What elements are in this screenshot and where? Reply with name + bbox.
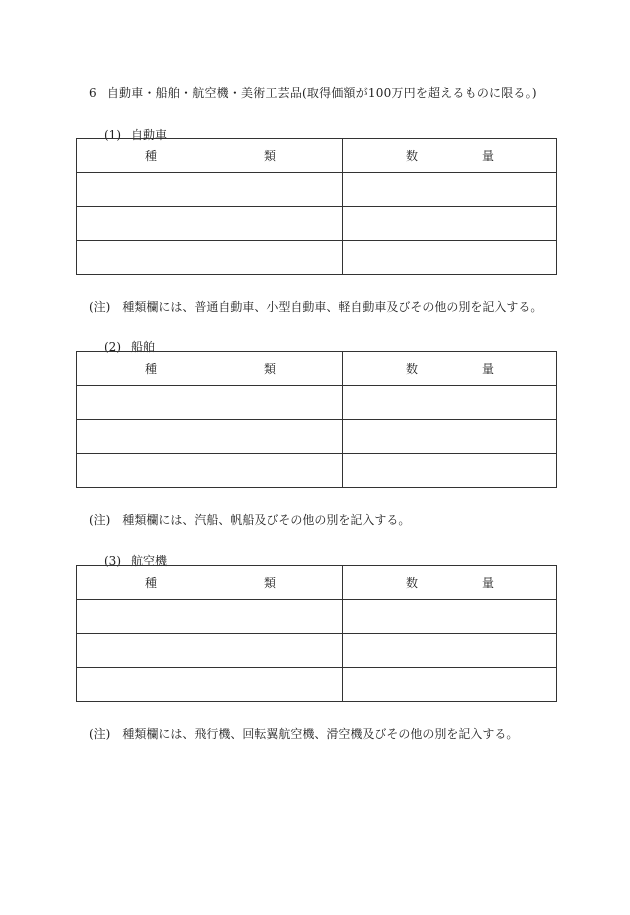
kind-cell[interactable] <box>77 454 343 488</box>
header-qty-char2: 量 <box>481 362 494 376</box>
quantity-cell[interactable] <box>343 634 557 668</box>
subsection-label: 航空機 <box>131 554 168 568</box>
table-row <box>77 173 557 207</box>
table-row <box>77 668 557 702</box>
subsection-number: (3) <box>104 554 121 568</box>
table-row <box>77 600 557 634</box>
header-quantity <box>343 566 557 600</box>
subsection-number: (1) <box>104 128 121 142</box>
table-row <box>77 386 557 420</box>
subsection-number: (2) <box>104 340 121 354</box>
note-mark: (注) <box>89 300 111 314</box>
header-quantity <box>343 352 557 386</box>
header-kind <box>77 566 343 600</box>
table-row <box>77 241 557 275</box>
note-mark: (注) <box>89 727 111 741</box>
subsection-label: 自動車 <box>131 128 168 142</box>
header-kind <box>77 139 343 173</box>
ship-table <box>76 351 557 488</box>
header-kind-char1: 種 <box>145 362 158 376</box>
subsection-label: 船舶 <box>131 340 156 354</box>
section-title: 自動車・船舶・航空機・美術工芸品(取得価額が100万円を超えるものに限る。) <box>106 86 537 100</box>
table-header-row <box>77 566 557 600</box>
kind-cell[interactable] <box>77 420 343 454</box>
table-header-row <box>77 352 557 386</box>
note-text: 種類欄には、飛行機、回転翼航空機、滑空機及びその他の別を記入する。 <box>122 727 519 741</box>
automobile-table <box>76 138 557 275</box>
note-ship <box>89 511 410 528</box>
quantity-cell[interactable] <box>343 207 557 241</box>
kind-cell[interactable] <box>77 173 343 207</box>
note-aircraft <box>89 725 518 742</box>
kind-cell[interactable] <box>77 386 343 420</box>
quantity-cell[interactable] <box>343 386 557 420</box>
header-kind-char1: 種 <box>145 149 158 163</box>
header-kind-char2: 類 <box>263 362 276 376</box>
quantity-cell[interactable] <box>343 241 557 275</box>
note-automobile <box>89 298 542 315</box>
header-qty-char1: 数 <box>406 149 419 163</box>
section-heading <box>89 84 537 101</box>
note-text: 種類欄には、普通自動車、小型自動車、軽自動車及びその他の別を記入する。 <box>122 300 543 314</box>
table-row <box>77 207 557 241</box>
kind-cell[interactable] <box>77 634 343 668</box>
header-qty-char2: 量 <box>481 576 494 590</box>
section-number: 6 <box>89 86 97 100</box>
kind-cell[interactable] <box>77 668 343 702</box>
quantity-cell[interactable] <box>343 600 557 634</box>
kind-cell[interactable] <box>77 207 343 241</box>
kind-cell[interactable] <box>77 241 343 275</box>
quantity-cell[interactable] <box>343 173 557 207</box>
aircraft-table <box>76 565 557 702</box>
note-text: 種類欄には、汽船、帆船及びその他の別を記入する。 <box>122 513 411 527</box>
table-row <box>77 420 557 454</box>
table-row <box>77 454 557 488</box>
header-quantity <box>343 139 557 173</box>
table-row <box>77 634 557 668</box>
header-qty-char2: 量 <box>481 149 494 163</box>
quantity-cell[interactable] <box>343 668 557 702</box>
header-kind-char1: 種 <box>145 576 158 590</box>
quantity-cell[interactable] <box>343 420 557 454</box>
note-mark: (注) <box>89 513 111 527</box>
table-header-row <box>77 139 557 173</box>
kind-cell[interactable] <box>77 600 343 634</box>
header-kind-char2: 類 <box>263 149 276 163</box>
header-kind-char2: 類 <box>263 576 276 590</box>
header-qty-char1: 数 <box>406 362 419 376</box>
quantity-cell[interactable] <box>343 454 557 488</box>
header-kind <box>77 352 343 386</box>
header-qty-char1: 数 <box>406 576 419 590</box>
